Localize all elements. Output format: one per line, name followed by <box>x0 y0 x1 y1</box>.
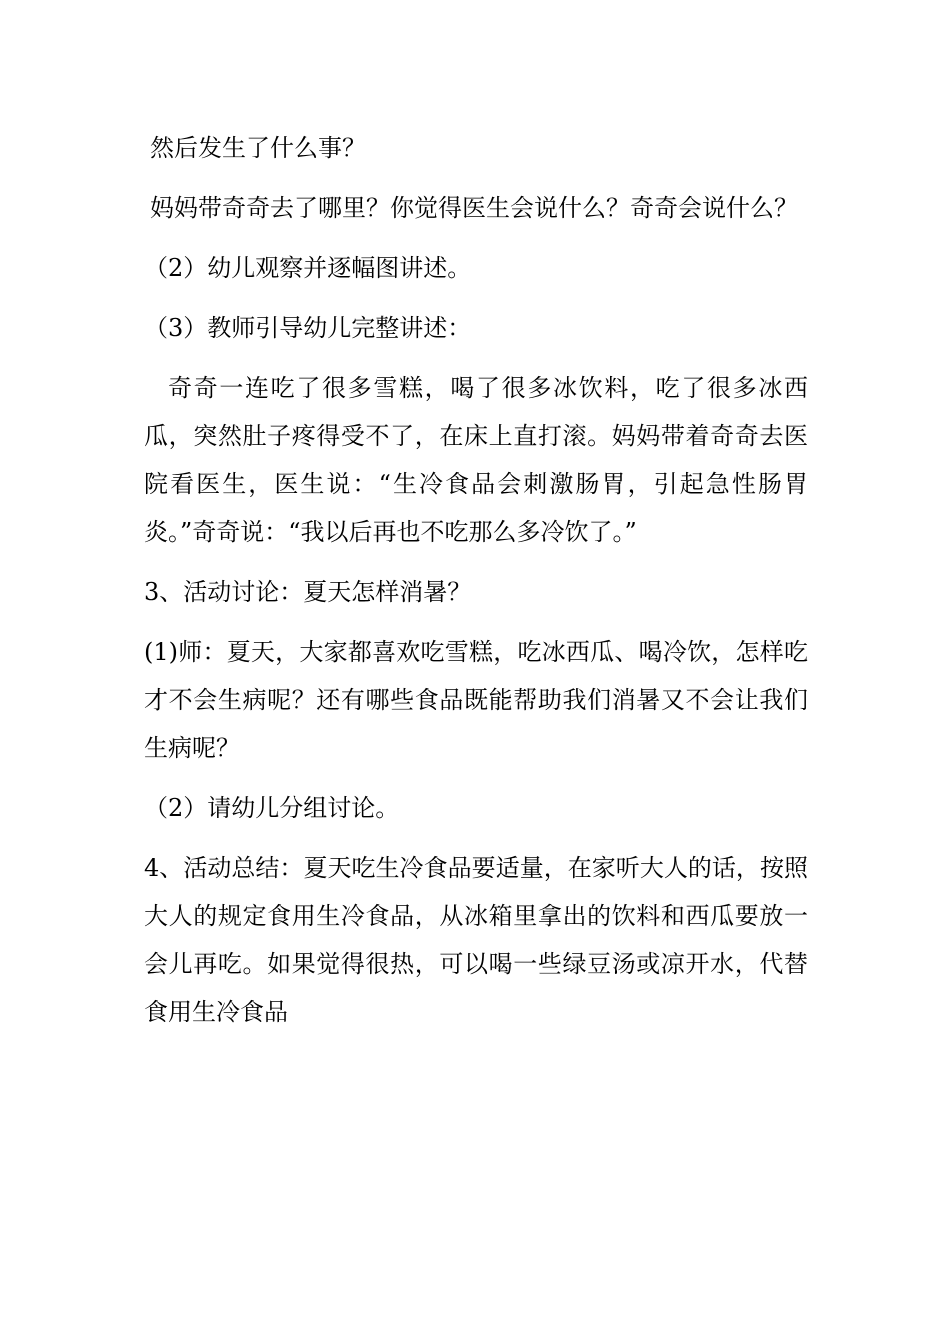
paragraph-section-discussion: 3、活动讨论：夏天怎样消暑？ <box>144 578 472 606</box>
paragraph-question-hospital: 妈妈带奇奇去了哪里？你觉得医生会说什么？奇奇会说什么？ <box>150 194 798 222</box>
document-body <box>144 124 808 1048</box>
paragraph-step-observe: （2）幼儿观察并逐幅图讲述。 <box>144 254 472 282</box>
paragraph-teacher-question: (1)师：夏天，大家都喜欢吃雪糕，吃冰西瓜、喝冷饮，怎样吃才不会生病呢？还有哪些食品既能帮助我们消暑又不会让我们生病呢？ <box>144 638 808 762</box>
paragraph-step-retell: （3）教师引导幼儿完整讲述： <box>144 314 472 342</box>
paragraph-group-discussion: （2）请幼儿分组讨论。 <box>144 794 400 822</box>
paragraph-question-what-happened: 然后发生了什么事？ <box>150 134 366 162</box>
paragraph-summary: 4、活动总结：夏天吃生冷食品要适量，在家听大人的话，按照大人的规定食用生冷食品，从冰箱里拿出的饮料和西瓜要放一会儿再吃。如果觉得很热，可以喝一些绿豆汤或凉开水，代替食用生冷食品 <box>144 854 808 1026</box>
paragraph-story: 奇奇一连吃了很多雪糕，喝了很多冰饮料，吃了很多冰西瓜，突然肚子疼得受不了，在床上直打滚。妈妈带着奇奇去医院看医生，医生说：“生冷食品会刺激肠胃，引起急性肠胃炎。”奇奇说：“我以后再也不吃那么多冷饮了。” <box>144 374 808 546</box>
